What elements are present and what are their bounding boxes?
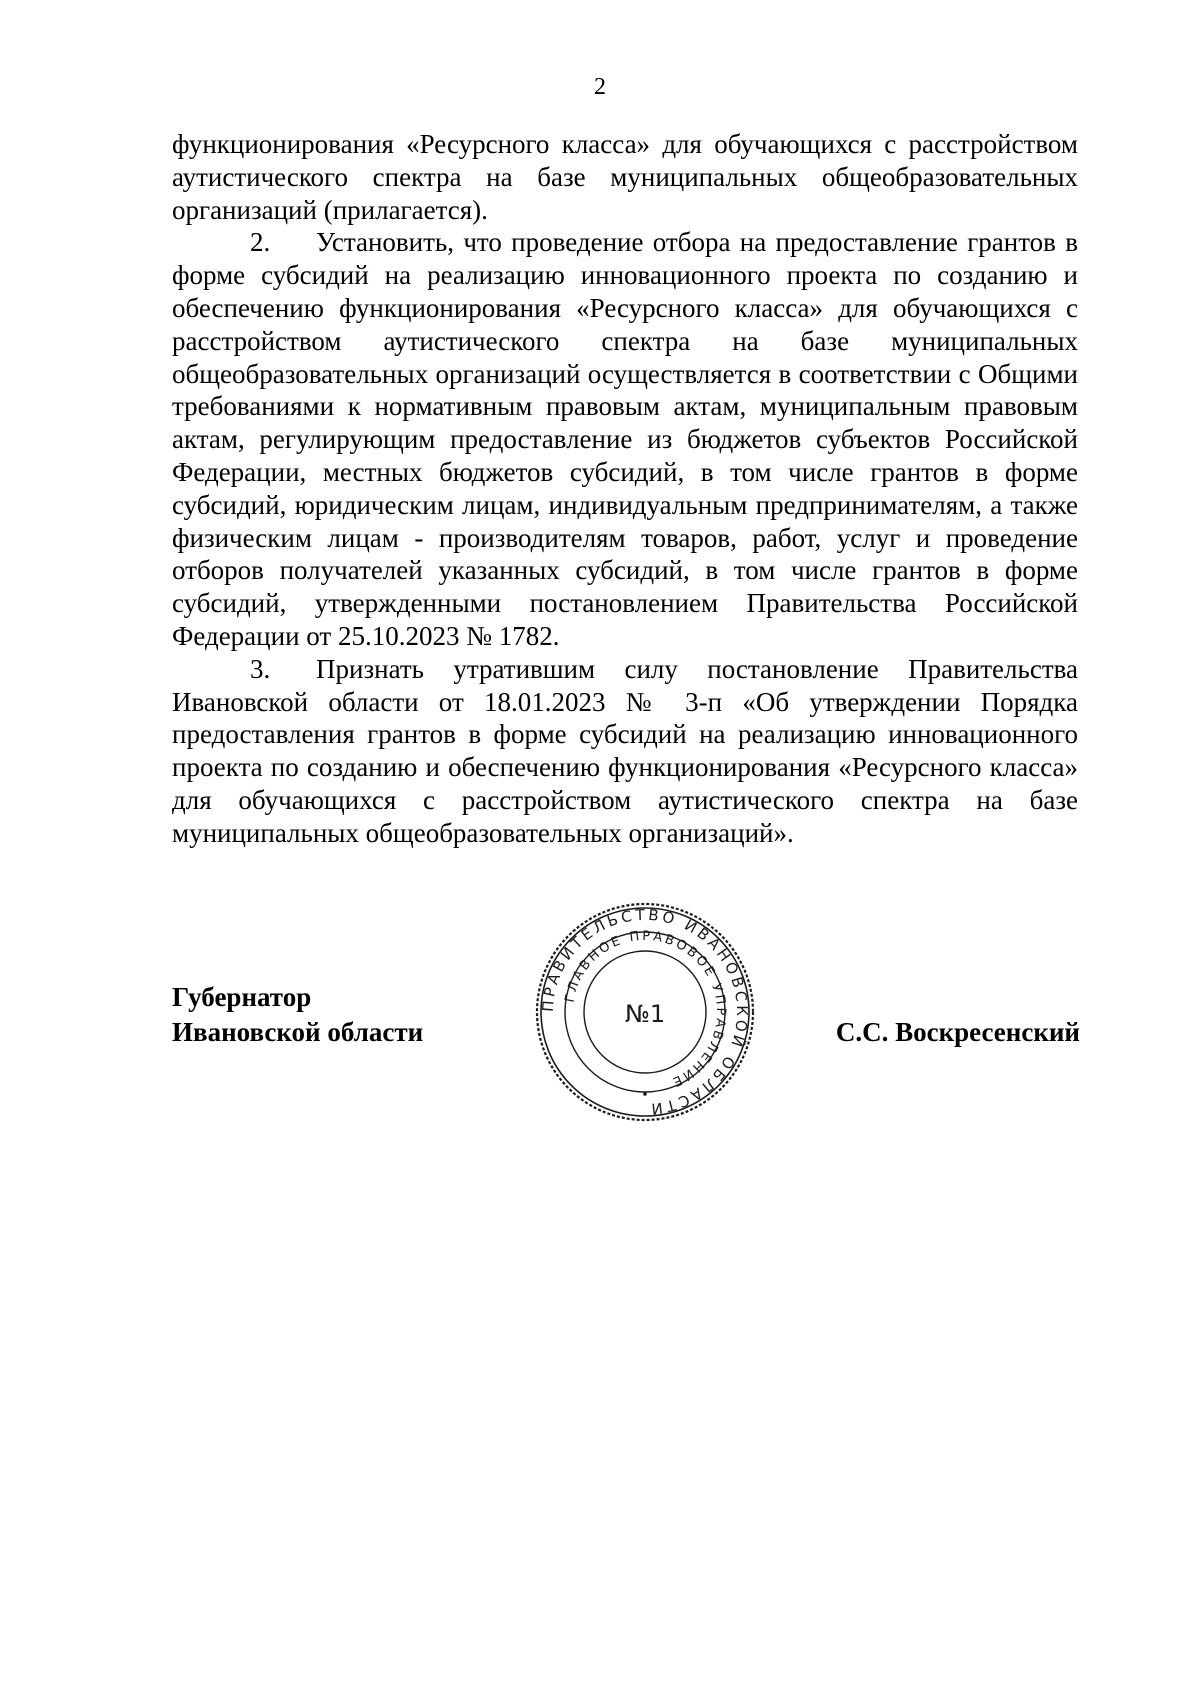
official-seal-stamp xyxy=(533,900,757,1124)
item-number-3: 3. xyxy=(250,653,271,684)
paragraph-item-2 xyxy=(172,226,1078,652)
stamp-center-number: №1 xyxy=(624,1000,666,1028)
signatory-title-line-1: Губернатор xyxy=(172,982,312,1012)
document-body xyxy=(172,128,1078,850)
item-number-2: 2. xyxy=(250,227,271,258)
signatory-title-line-2: Ивановской области xyxy=(172,1017,424,1047)
signatory-title xyxy=(172,980,423,1050)
stamp-inner-text: ГЛАВНОЕ ПРАВОВОЕ УПРАВЛЕНИЕ xyxy=(562,928,729,1090)
intro-paragraph: функционирования «Ресурсного класса» для обучающихся с расстройством аутистического спектра на базе муниципальных общеобразовательных организаций (прилагается). xyxy=(172,129,1078,225)
item-text-3: Признать утратившим силу постановление Правительства Ивановской области от 18.01.2023 № 3-п «Об утверждении Порядка предоставления грантов в форме субсидий на реализацию инновационного проекта по созданию и обеспечению функционирования «Ресурсного класса» для обучающихся с расстройством аутистического спектра на базе муниципальных общеобразовательных организаций». xyxy=(172,653,1078,848)
signatory-name: С.С. Воскресенский xyxy=(835,1017,1080,1047)
item-text-2: Установить, что проведение отбора на предоставление грантов в форме субсидий на реализацию инновационного проекта по созданию и обеспечению функционирования «Ресурсного класса» для обучающихся с расстройством аутистического спектра на базе муниципальных общеобразовательных организаций осуществляется в соответствии с Общими требованиями к нормативным правовым актам, муниципальным правовым актам, регулирующим предоставление из бюджетов субъектов Российской Федерации, местных бюджетов субсидий, в том числе грантов в форме субсидий, юридическим лицам, индивидуальным предпринимателям, а также физическим лицам - производителям товаров, работ, услуг и проведение отборов получателей указанных субсидий, в том числе грантов в форме субсидий, утвержденными постановлением Правительства Российской Федерации от 25.10.2023 № 1782. xyxy=(172,227,1078,651)
page-number: 2 xyxy=(594,74,606,100)
stamp-dot-icon xyxy=(643,1092,647,1096)
stamp-outer-text: ПРАВИТЕЛЬСТВО ИВАНОВСКОЙ ОБЛАСТИ xyxy=(538,905,752,1119)
paragraph-item-3 xyxy=(172,653,1078,850)
